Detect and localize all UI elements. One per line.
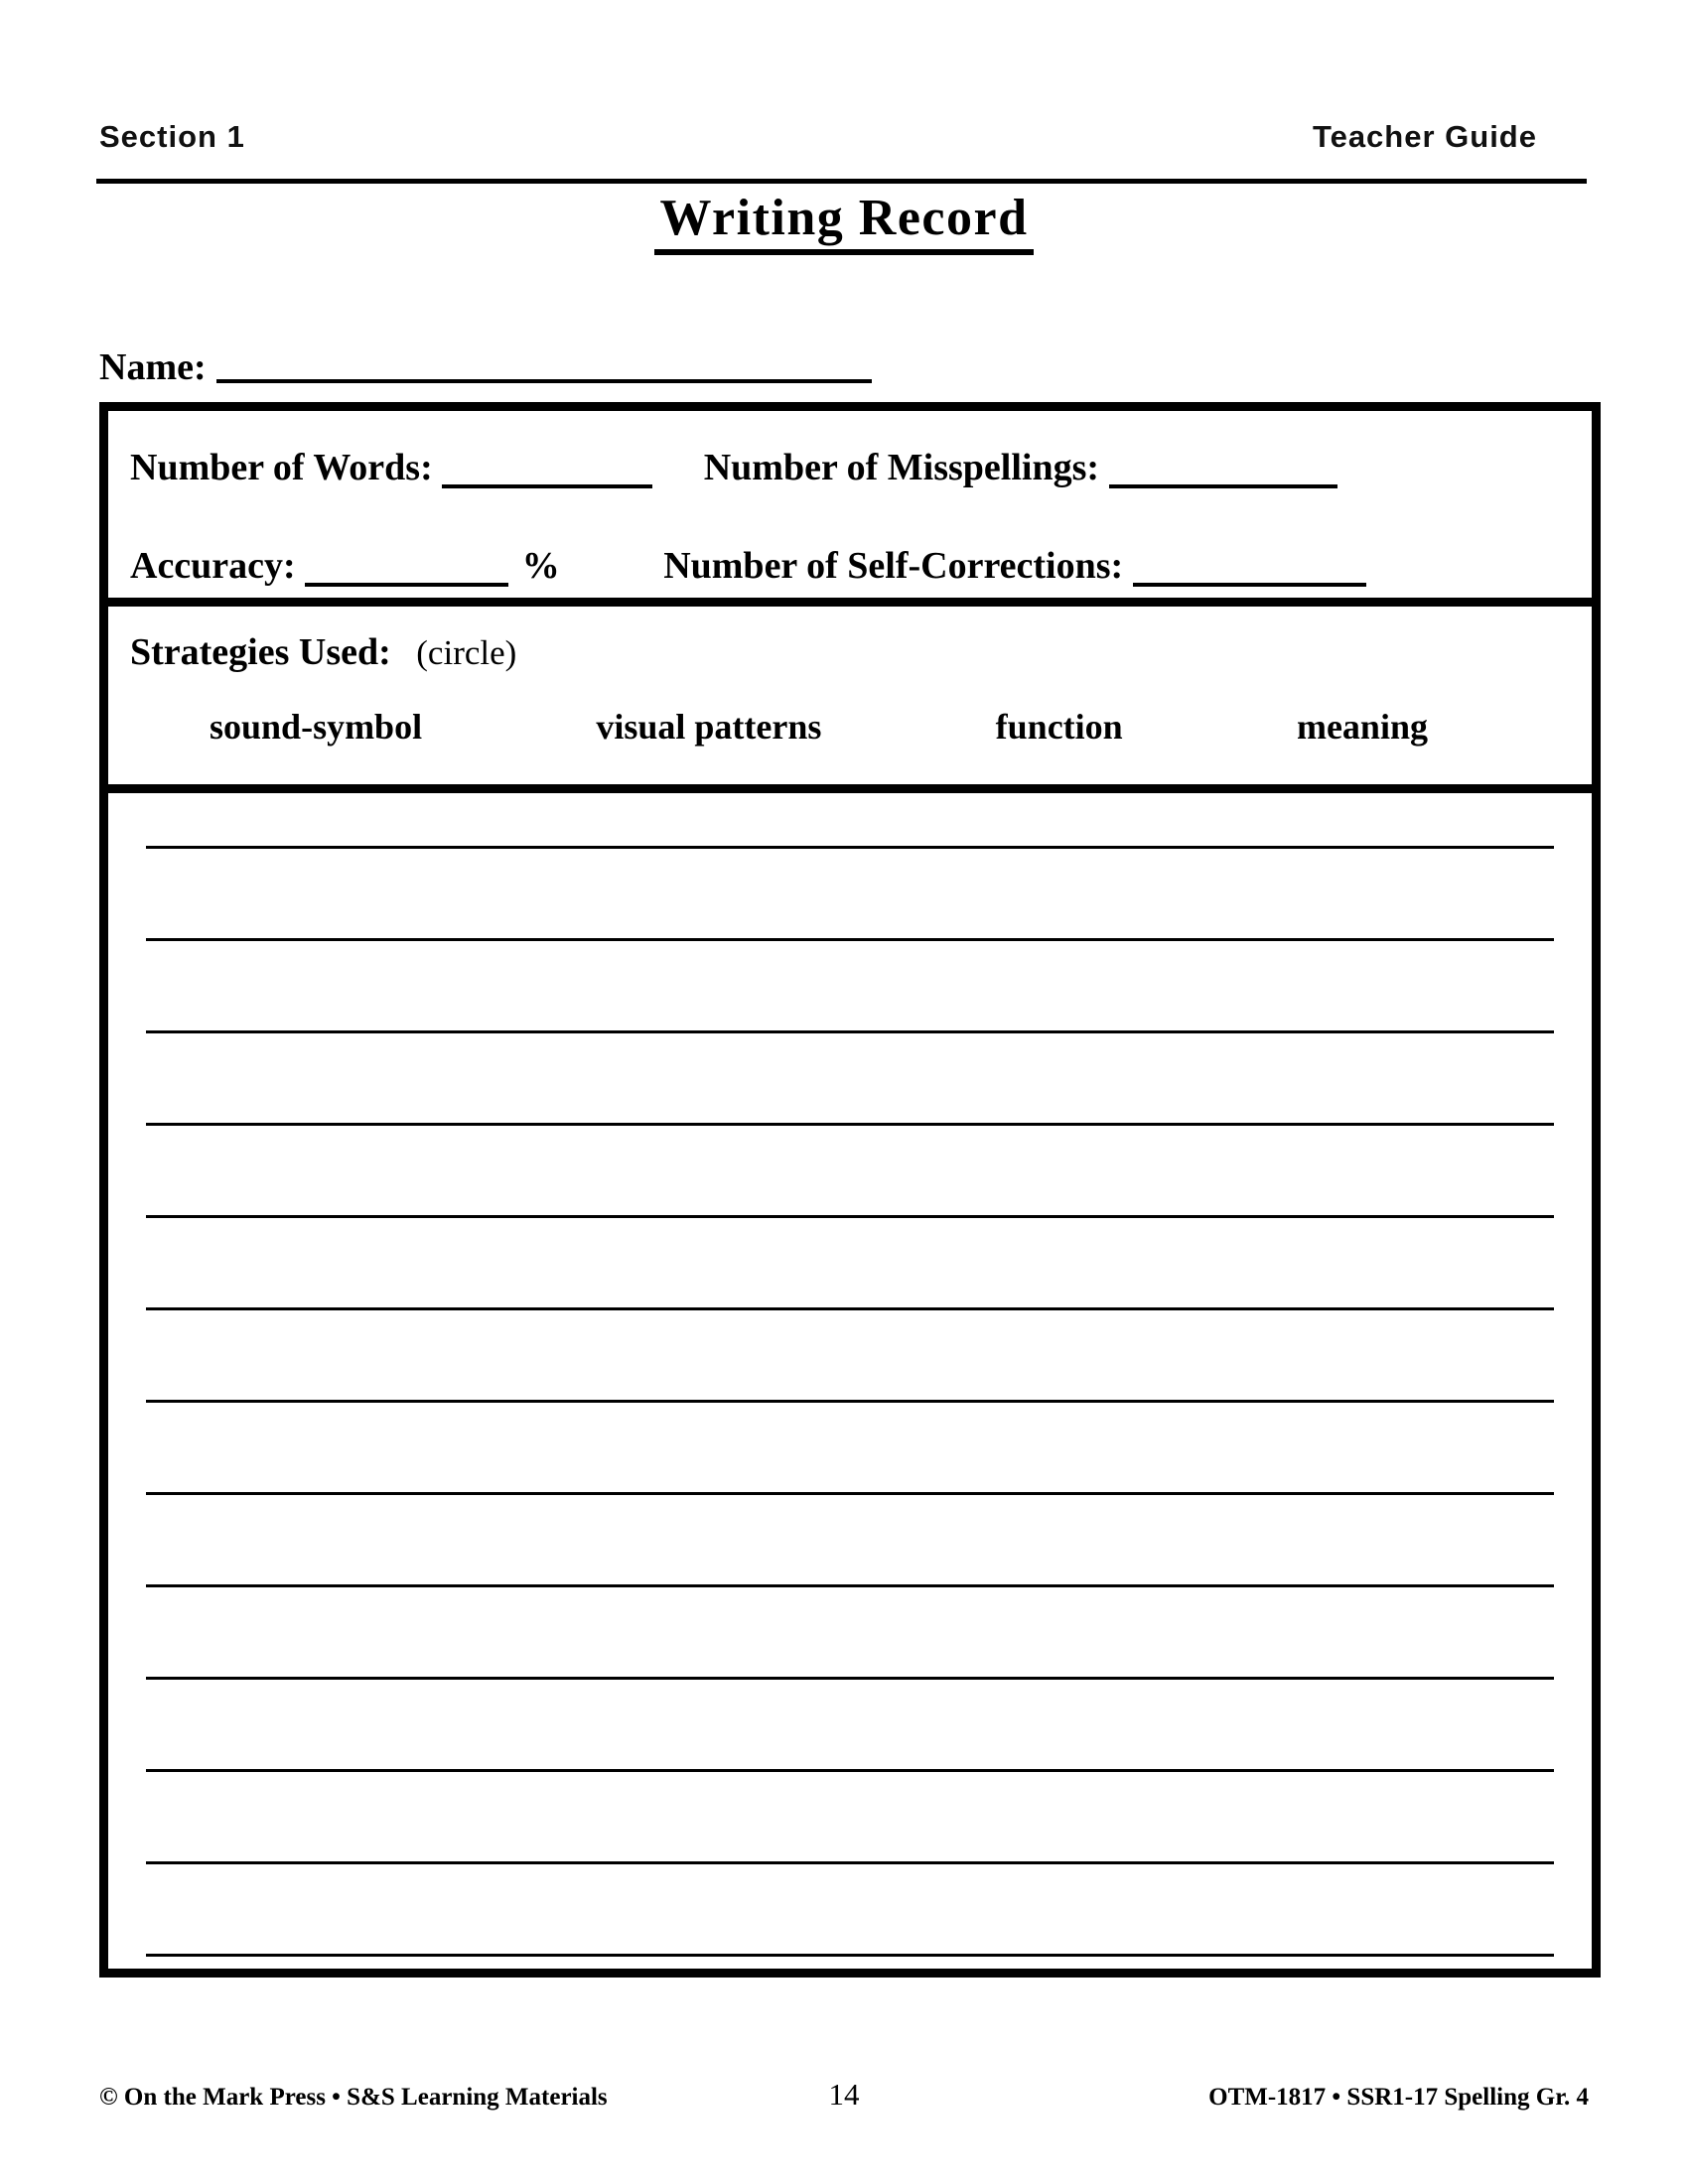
accuracy-blank bbox=[305, 543, 508, 587]
writing-line bbox=[146, 1033, 1554, 1126]
stats-section bbox=[108, 411, 1592, 607]
writing-line bbox=[146, 1680, 1554, 1772]
writing-line bbox=[146, 793, 1554, 849]
writing-line bbox=[146, 1310, 1554, 1403]
footer-product-code: OTM-1817 • SSR1-17 Spelling Gr. 4 bbox=[1208, 2084, 1589, 2111]
writing-line bbox=[146, 849, 1554, 941]
writing-line bbox=[146, 1864, 1554, 1957]
writing-line bbox=[146, 1587, 1554, 1680]
accuracy-label: Accuracy: bbox=[130, 545, 296, 587]
writing-line bbox=[146, 941, 1554, 1033]
writing-line bbox=[146, 1772, 1554, 1864]
stats-row-2 bbox=[130, 543, 1592, 588]
stats-row-1 bbox=[130, 445, 1592, 489]
strategy-option-visual-patterns: visual patterns bbox=[596, 707, 822, 747]
name-blank-line bbox=[216, 340, 872, 383]
number-of-misspellings-label: Number of Misspellings: bbox=[703, 447, 1100, 488]
name-label: Name: bbox=[99, 346, 207, 388]
header-guide-label: Teacher Guide bbox=[1312, 119, 1537, 154]
self-corrections-blank bbox=[1133, 543, 1366, 587]
footer-page-number: 14 bbox=[828, 2077, 860, 2112]
footer bbox=[99, 2077, 1589, 2113]
writing-lines bbox=[108, 793, 1592, 1969]
number-of-misspellings-blank bbox=[1109, 445, 1337, 488]
writing-line bbox=[146, 1218, 1554, 1310]
strategy-options-row bbox=[130, 674, 1592, 748]
record-form-box bbox=[99, 402, 1601, 1978]
percent-sign: % bbox=[521, 545, 560, 587]
strategies-used-label: Strategies Used: bbox=[130, 631, 391, 673]
strategy-option-function: function bbox=[995, 707, 1123, 747]
writing-line bbox=[146, 1495, 1554, 1587]
writing-line bbox=[146, 1403, 1554, 1495]
number-of-words-label: Number of Words: bbox=[130, 447, 433, 488]
page-title: Writing Record bbox=[654, 189, 1035, 255]
strategy-option-sound-symbol: sound-symbol bbox=[210, 707, 423, 747]
name-row bbox=[99, 340, 872, 389]
number-of-words-blank bbox=[442, 445, 652, 488]
strategy-option-meaning: meaning bbox=[1296, 707, 1428, 747]
header-rule bbox=[96, 179, 1587, 184]
header-section-label: Section 1 bbox=[99, 119, 245, 154]
strategies-section bbox=[108, 607, 1592, 793]
self-corrections-label: Number of Self-Corrections: bbox=[663, 545, 1124, 587]
title-wrap bbox=[0, 189, 1688, 255]
circle-instruction: (circle) bbox=[416, 633, 517, 672]
footer-copyright: © On the Mark Press • S&S Learning Materials bbox=[99, 2084, 608, 2111]
strategies-heading bbox=[130, 630, 1592, 674]
writing-line bbox=[146, 1126, 1554, 1218]
